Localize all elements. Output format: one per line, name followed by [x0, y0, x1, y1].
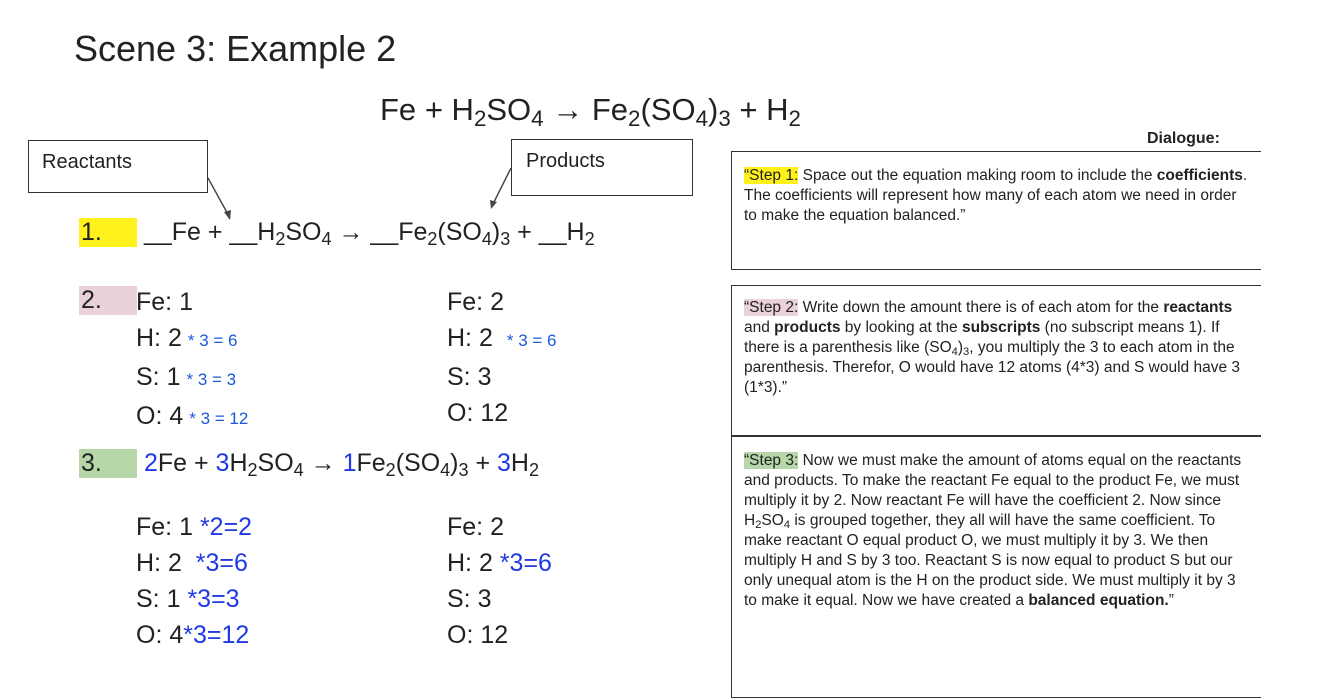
- count-row: Fe: 1: [136, 288, 193, 316]
- step1-highlight: “Step 1:: [744, 167, 799, 184]
- count-row: H: 2 * 3 = 6: [136, 324, 238, 352]
- step2-reactant-counts: [136, 284, 248, 437]
- step3-number: 3.: [79, 449, 137, 478]
- step2-number-wrap: [79, 286, 137, 315]
- step1-equation: 1. __Fe + $\_\_H_2SO_4$ → $\_\_Fe_2(SO_4)_3$ + $\_\_H_2$: [81, 218, 595, 250]
- step2-product-counts: [447, 284, 556, 431]
- step1-number: 1.: [79, 218, 137, 247]
- step3-reactant-counts: [136, 509, 252, 653]
- dialogue-step1: “Step 1: Space out the equation making room to include the coefficients. The coefficients will represent how many of each atom we need in order to make the equation balanced.”: [731, 151, 1261, 270]
- count-row: H: 2 * 3 = 6: [447, 324, 557, 352]
- step3-equation: 3. $2Fe + 3H_2SO_4 \to 1Fe_2(SO_4)_3 + 3H_2$: [81, 449, 539, 481]
- step2-highlight: “Step 2:: [744, 299, 799, 316]
- count-row: Fe: 2: [447, 513, 504, 541]
- products-arrow: [492, 168, 511, 206]
- count-row: S: 1 *3=3: [136, 585, 240, 613]
- main-equation: $Fe + H_2SO_4 \to Fe_2(SO_4)_3 + H_2$: [380, 92, 801, 132]
- step3-product-counts: [447, 509, 552, 653]
- count-row: O: 12: [447, 621, 509, 649]
- count-row: Fe: 1 *2=2: [136, 513, 253, 541]
- dialogue-step3: “Step 3: Now we must make the amount of atoms equal on the reactants and products. To make the reactant Fe equal to the product Fe, we must multiply it by 2. Now reactant Fe will have the coefficient 2. Now since $H_2SO_4$ is grouped together, they all will have the same coefficient. To make reactant O equal product O, we must multiply it by 3. We then multiply H and S by 3 too. Reactant S is now equal to product S but our only unequal atom is the H on the product side. We must multiply it by 3 to make it equal. Now we have created a balanced equation.”: [731, 436, 1261, 698]
- count-row: H: 2 *3=6: [136, 549, 248, 577]
- dialogue-title: Dialogue:: [1147, 130, 1220, 147]
- dialogue-step2: “Step 2: Write down the amount there is of each atom for the reactants and products by looking at the subscripts (no subscript means 1). If there is a parenthesis like $(SO_4)_3$, you multiply the 3 to each atom in the parenthesis. Therefor, O would have 12 atoms (4*3) and S would have 3 (1*3).”: [731, 285, 1261, 436]
- count-row: O: 4*3=12: [136, 621, 250, 649]
- step2-number: 2.: [79, 286, 137, 315]
- step3-highlight: “Step 3:: [744, 452, 799, 469]
- count-row: O: 12: [447, 399, 509, 427]
- count-row: Fe: 2: [447, 288, 504, 316]
- products-arrowhead: [490, 200, 497, 209]
- count-row: S: 3: [447, 585, 492, 613]
- count-row: H: 2 *3=6: [447, 549, 552, 577]
- reactants-label: Reactants: [42, 151, 133, 173]
- count-row: O: 4 * 3 = 12: [136, 402, 249, 430]
- page-title: Scene 3: Example 2: [74, 28, 397, 69]
- count-row: S: 1 * 3 = 3: [136, 363, 237, 391]
- products-label: Products: [526, 150, 605, 172]
- count-row: S: 3: [447, 363, 492, 391]
